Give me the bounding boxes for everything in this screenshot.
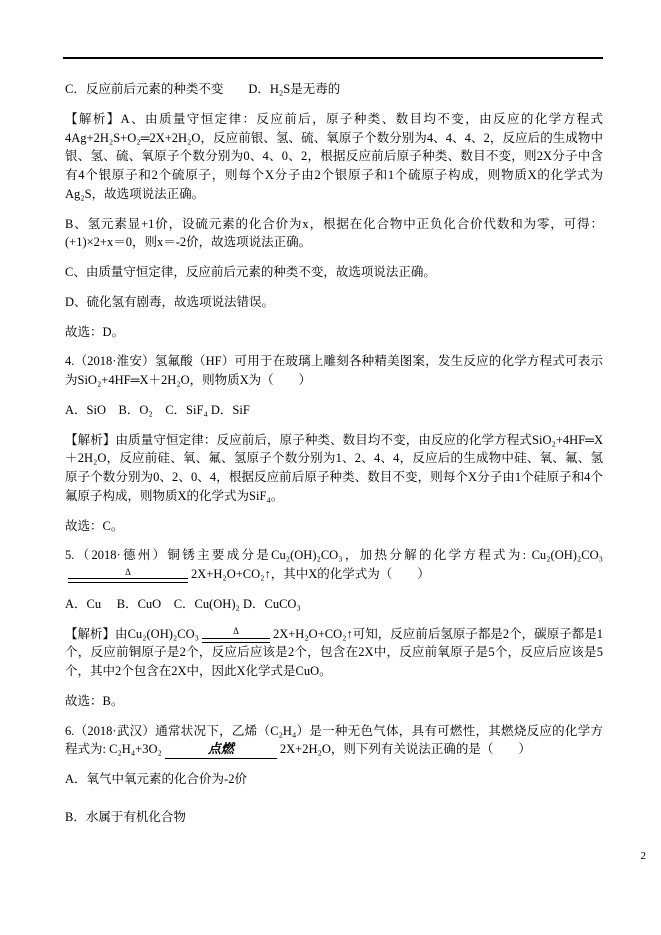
text-segment: 5.（2018·德州）铜锈主要成分是Cu₂(OH)₂CO₃，加热分解的化学方程式为: Cu₂(OH)₂CO₃	[65, 548, 603, 563]
analysis-paragraph: B、氢元素显+1价，设硫元素的化合价为x，根据在化合物中正负化合价代数和为零，可得：(+1)×2+x＝0，则x＝-2价，故选项说法正确。	[65, 216, 603, 250]
answer-line: 故选：D。	[65, 324, 125, 339]
analysis-paragraph: D、硫化氢有剧毒，故选项说法错误。	[65, 294, 275, 309]
header-rule	[63, 57, 603, 59]
answer-line: 故选：B。	[65, 693, 124, 708]
question-text	[65, 546, 603, 584]
equation-bar	[68, 578, 188, 583]
analysis-paragraph	[65, 625, 603, 681]
option-line: C．反应前后元素的种类不变 D．H₂S是无毒的	[65, 82, 341, 96]
option-line: A．氧气中氧元素的化合价为-2价	[65, 772, 247, 786]
equation-bar	[165, 758, 277, 759]
analysis-paragraph: C、由质量守恒定律，反应前后元素的种类不变，故选项说法正确。	[65, 265, 436, 279]
analysis-paragraph: 【解析】A、由质量守恒定律：反应前后，原子种类、数目均不变，由反应的化学方程式4Ag+2H₂S+O₂═2X+2H₂O，反应前银、氢、硫、氧原子个数分别为4、4、4、2，反应后的生成物中银、氢、硫、氧原子个数分别为0、4、0、2，根据反应前后原子种类、数目不变，则2X分子中含有4个银原子和2个硫原子，则每个X分子由2个银原子和1个硫原子构成，则物质X的化学式为Ag₂S，故选项说法正确。	[65, 111, 603, 201]
text-segment: 2X+H₂O+CO₂↑可知，反应前后氢原子都是2个，碳原子都是1个，反应前铜原子是2个，反应后应该是2个，包含在2X中，反应前氧原子是5个，反应后应该是5个，其中2个包含在2X中，因此X化学式是CuO。	[65, 626, 603, 678]
text-segment: 【解析】由Cu₂(OH)₂CO₃	[65, 626, 199, 641]
question-text	[65, 722, 603, 760]
equation-bar	[202, 638, 270, 643]
content	[65, 80, 603, 846]
reaction-condition-line	[165, 742, 277, 758]
text-segment: 2X+2H₂O，则下列有关说法正确的是（ ）	[279, 742, 531, 757]
reaction-condition-label: Δ	[233, 626, 239, 637]
text-segment: 2X+H₂O+CO₂↑，其中X的化学式为（ ）	[191, 567, 430, 581]
question-text: 4.（2018·淮安）氢氟酸（HF）可用于在玻璃上雕刻各种精美图案，发生反应的化学方程式可表示为SiO₂+4HF═X＋2H₂O，则物质X为（ ）	[65, 354, 603, 387]
analysis-paragraph: 【解析】由质量守恒定律：反应前后，原子种类、数目均不变，由反应的化学方程式SiO₂+4HF═X＋2H₂O，反应前硅、氧、氟、氢原子个数分别为1、2、4、4，反应后的生成物中硅、氧、氟、氢原子个数分别为0、2、0、4，根据反应前后原子种类、数目不变，则每个X分子由1个硅原子和4个氟原子构成，则物质X的化学式为SiF₄。	[65, 432, 603, 503]
reaction-condition-line	[202, 626, 270, 642]
text-segment: 6.（2018·武汉）通常状况下，乙烯（C₂H₄）是一种无色气体，具有可燃性，其燃烧反应的化学方程式为: C₂H₄+3O₂	[65, 723, 603, 757]
page-number: 2	[640, 850, 646, 862]
option-line: B．水属于有机化合物	[65, 809, 186, 824]
reaction-condition-line	[68, 567, 188, 583]
answer-line: 故选：C。	[65, 518, 124, 533]
reaction-condition-label: 点燃	[207, 741, 234, 757]
option-line: A．SiO B．O₂ C．SiF₄ D．SiF	[65, 402, 250, 417]
option-line: A．Cu B．CuO C．Cu(OH)₂ D．CuCO₃	[65, 596, 301, 611]
reaction-condition-label: Δ	[125, 566, 131, 577]
